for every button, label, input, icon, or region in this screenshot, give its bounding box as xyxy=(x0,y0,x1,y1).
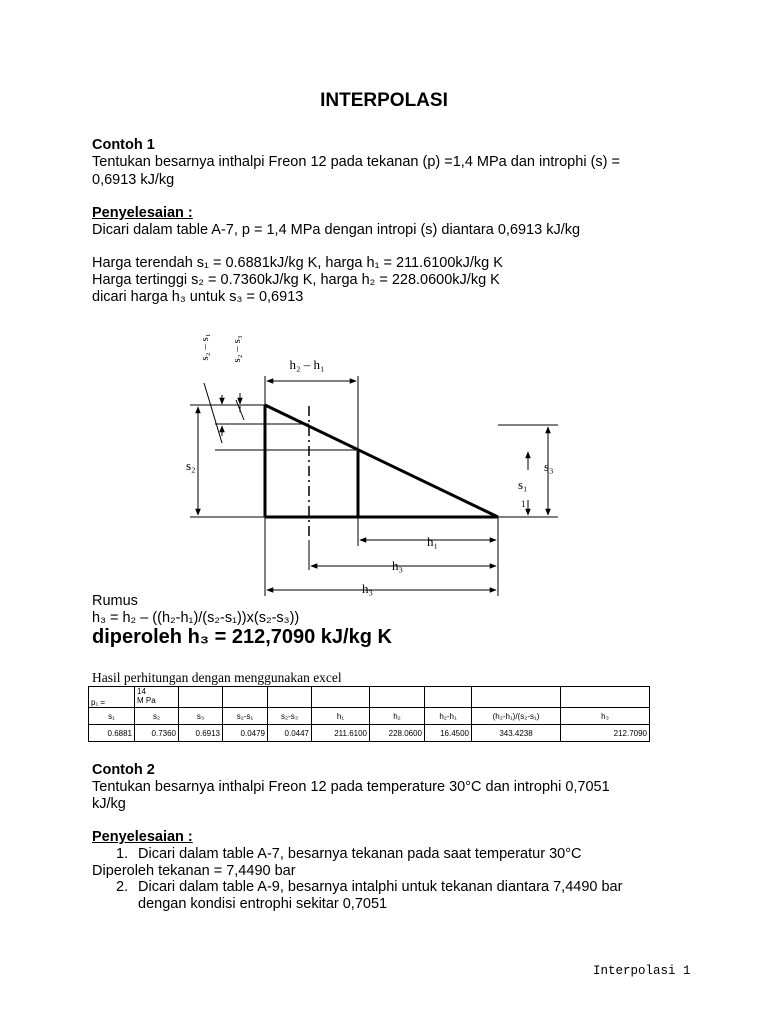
table-row xyxy=(89,687,650,708)
header-cell: h₂ xyxy=(370,708,425,725)
header-cell: s₂-s₁ xyxy=(223,708,268,725)
page-title: INTERPOLASI xyxy=(320,90,448,111)
header-cell: h₁ xyxy=(312,708,370,725)
value-cell: 0.7360 xyxy=(135,725,179,742)
example1-highest-value: Harga tertinggi s₂ = 0.7360kJ/kg K, harga h₂ = 228.0600kJ/kg K xyxy=(92,272,500,288)
value-cell: 343.4238 xyxy=(472,725,561,742)
example2-pressure-result: Diperoleh tekanan = 7,4490 bar xyxy=(92,863,296,879)
table-value-row xyxy=(89,725,650,742)
header-cell: s₂ xyxy=(135,708,179,725)
label-s3: s₃ xyxy=(544,459,554,474)
label-h1: h₁ xyxy=(427,534,439,549)
example2-step1: Dicari dalam table A-7, besarnya tekanan pada saat temperatur 30°C xyxy=(138,846,582,862)
interpolation-diagram xyxy=(0,320,768,600)
table-header-row xyxy=(89,708,650,725)
example1-question-line2: 0,6913 kJ/kg xyxy=(92,172,175,188)
value-cell: 0.0447 xyxy=(268,725,312,742)
label-h3: h₃ xyxy=(392,558,404,573)
value-cell: 0.6881 xyxy=(89,725,135,742)
label-s2: s₂ xyxy=(186,458,196,473)
label-h2-h1: h₂ – h₁ xyxy=(289,357,325,372)
value-cell: 16.4500 xyxy=(425,725,472,742)
excel-caption: Hasil perhitungan dengan menggunakan excel xyxy=(92,670,342,685)
p1-value-cell xyxy=(135,687,179,708)
value-cell: 0.6913 xyxy=(179,725,223,742)
example1-solution-heading: Penyelesaian : xyxy=(92,205,193,221)
page-footer: Interpolasi 1 xyxy=(593,964,691,978)
triangle-shape xyxy=(265,405,498,517)
p1-value-unit: M Pa xyxy=(137,696,156,705)
example2-solution-heading: Penyelesaian : xyxy=(92,829,193,845)
example1-solution-line: Dicari dalam table A-7, p = 1,4 MPa dengan intropi (s) diantara 0,6913 kJ/kg xyxy=(92,222,581,238)
header-cell: s₃ xyxy=(179,708,223,725)
label-s2-s1: s₂ – s₁ xyxy=(199,333,211,361)
header-cell: h₃ xyxy=(561,708,650,725)
p1-label-cell: p₁ = xyxy=(89,687,135,708)
label-s1: s₁ xyxy=(518,477,528,492)
header-cell: (h₂-h₁)/(s₂-s₁) xyxy=(472,708,561,725)
formula-label: Rumus xyxy=(92,593,138,609)
example2-step1-number: 1. xyxy=(116,846,129,862)
label-s2-s3: s₂ – s₃ xyxy=(231,335,243,363)
header-cell: s₂-s₃ xyxy=(268,708,312,725)
p1-value-number: 14 xyxy=(137,687,146,696)
header-cell: h₂-h₁ xyxy=(425,708,472,725)
label-h3-lower: h₃ xyxy=(362,581,374,596)
value-cell: 211.6100 xyxy=(312,725,370,742)
example2-question-line1: Tentukan besarnya inthalpi Freon 12 pada temperature 30°C dan introphi 0,7051 xyxy=(92,779,610,795)
example1-question-line1: Tentukan besarnya inthalpi Freon 12 pada tekanan (p) =1,4 MPa dan introphi (s) = xyxy=(92,154,620,170)
value-cell: 212.7090 xyxy=(561,725,650,742)
excel-results-table xyxy=(88,686,650,742)
formula-result: diperoleh h₃ = 212,7090 kJ/kg K xyxy=(92,626,392,648)
example2-heading: Contoh 2 xyxy=(92,762,155,778)
example1-heading: Contoh 1 xyxy=(92,137,155,153)
example2-step2-line2: dengan kondisi entrophi sekitar 0,7051 xyxy=(138,896,388,912)
example1-find-line: dicari harga h₃ untuk s₃ = 0,6913 xyxy=(92,289,304,305)
formula-expression: h₃ = h₂ – ((h₂-h₁)/(s₂-s₁))x(s₂-s₃)) xyxy=(92,610,300,626)
label-s1-index: 1 xyxy=(521,499,526,509)
header-cell: s₁ xyxy=(89,708,135,725)
value-cell: 228.0600 xyxy=(370,725,425,742)
value-cell: 0.0479 xyxy=(223,725,268,742)
example2-step2-number: 2. xyxy=(116,879,129,895)
example1-lowest-value: Harga terendah s₁ = 0.6881kJ/kg K, harga h₁ = 211.6100kJ/kg K xyxy=(92,255,503,271)
example2-step2-line1: Dicari dalam table A-9, besarnya intalphi untuk tekanan diantara 7,4490 bar xyxy=(138,879,623,895)
example2-question-line2: kJ/kg xyxy=(92,796,126,812)
